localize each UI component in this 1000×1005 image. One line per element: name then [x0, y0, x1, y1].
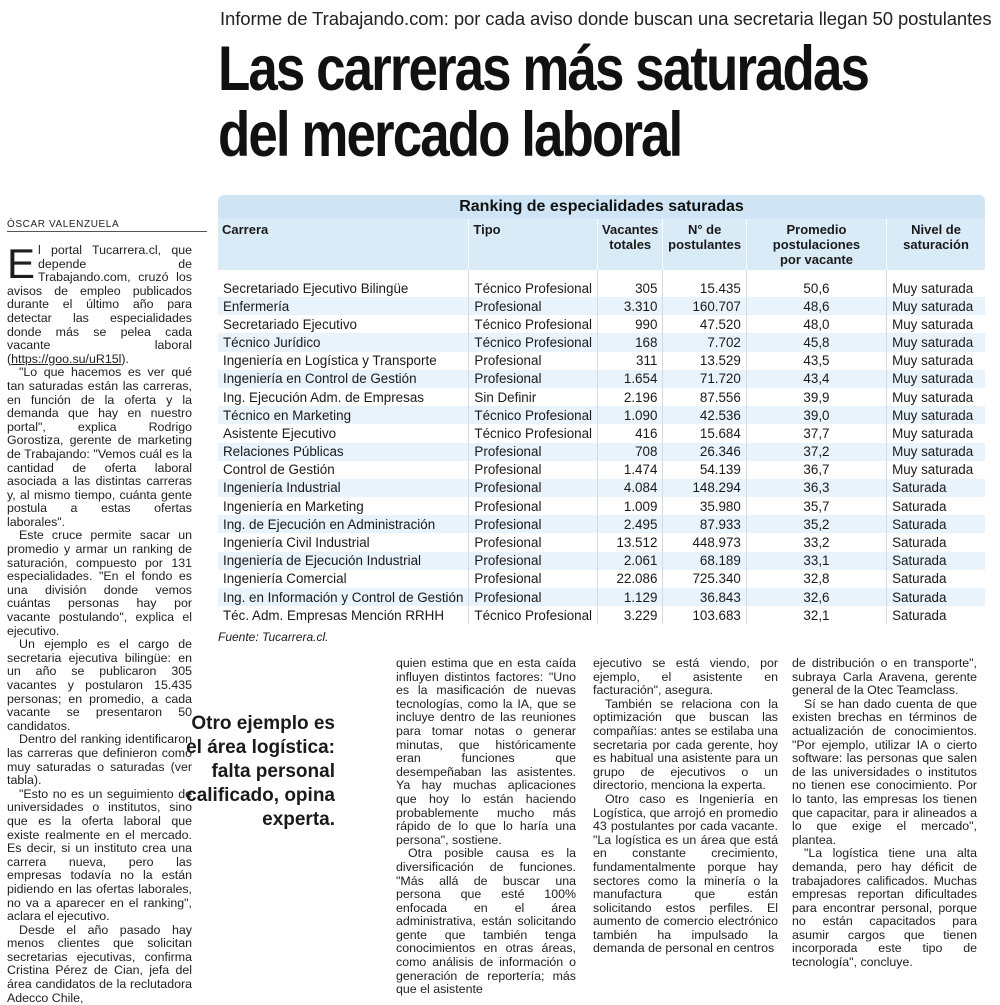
cell-carrera: Ingeniería de Ejecución Industrial	[218, 552, 469, 570]
cell-tipo: Profesional	[469, 461, 598, 479]
cell-promedio: 37,2	[746, 443, 886, 461]
cell-promedio: 35,7	[746, 497, 886, 515]
cell-postulantes: 725.340	[663, 570, 746, 588]
cell-vacantes: 708	[598, 443, 663, 461]
cell-postulantes: 15.684	[663, 424, 746, 442]
cell-carrera: Secretariado Ejecutivo	[223, 316, 357, 332]
table-row	[218, 497, 985, 515]
cell-tipo: Técnico Profesional	[469, 606, 598, 624]
cell-tipo: Profesional	[469, 533, 598, 551]
header-line: Promedio postulaciones	[772, 222, 861, 252]
cell-carrera: Ingeniería en Control de Gestión	[218, 370, 469, 388]
cell-carrera: Téc. Adm. Empresas Mención RRHH	[223, 607, 445, 623]
cell-vacantes: 2.061	[598, 552, 663, 570]
paragraph: "Esto no es un seguimiento de universidades o institutos, sino que es la oferta laboral que existe realmente en el mercado. Es decir, si un instituto crea una carrera nueva, pero las empresas todavía no la están pidiendo en las ofertas laborales, no va a aparecer en el ranking", aclara el ejecutivo.	[7, 786, 192, 924]
source-link[interactable]: https://goo.su/uR15l	[11, 351, 122, 366]
article-column-4	[792, 657, 977, 970]
cell-postulantes: 160.707	[663, 297, 746, 315]
cell-postulantes: 54.139	[663, 461, 746, 479]
cell-nivel: Saturada	[887, 588, 985, 606]
table-source: Fuente: Tucarrera.cl.	[218, 630, 329, 645]
cell-tipo: Profesional	[469, 443, 598, 461]
paragraph: "La logística tiene una alta demanda, pero hay déficit de trabajadores calificados. Muchas empresas reportan dificultades para encontrar personal, porque no están capacitados para asumir cargos que tienen incorporada este tipo de tecnología", concluye.	[792, 846, 977, 970]
cell-carrera: Ingeniería Civil Industrial	[223, 535, 370, 551]
cell-carrera: Enfermería	[218, 297, 469, 315]
cell-carrera: Ing. de Ejecución en Administración	[218, 515, 469, 533]
cell-postulantes: 68.189	[663, 552, 746, 570]
paragraph: Otra posible causa es la diversificación de funciones. "Más allá de buscar una persona que esté 100% enfocada en el área administrativa, están solicitando gente que también tenga conocimientos en otras áreas, como análisis de información o generación de reportería; más que el asistente	[396, 846, 576, 997]
cell-nivel: Saturada	[887, 479, 985, 497]
cell-tipo: Técnico Profesional	[469, 315, 598, 333]
cell-nivel: Muy saturada	[887, 370, 985, 388]
headline-line-2: del mercado laboral	[218, 100, 682, 170]
cell-promedio: 39,9	[746, 388, 886, 406]
table-row	[218, 588, 985, 606]
cell-nivel: Muy saturada	[887, 352, 985, 370]
cell-carrera: Relaciones Públicas	[218, 443, 469, 461]
cell-promedio: 32,1	[746, 606, 886, 624]
paragraph: quien estima que en esta caída influyen distintos factores: "Uno es la masificación de nuevas tecnologías, como la IA, que se incluye dentro de las reuniones para tomar notas o generar minutas, que históricamente eran funciones que desempeñaban las asistentes. Ya hay muchas aplicaciones que hoy lo están haciendo probablemente mucho más rápido de lo que lo haría una persona", sostiene.	[396, 656, 576, 847]
table-row	[218, 270, 985, 297]
cell-vacantes: 305	[598, 270, 663, 297]
cell-postulantes: 42.536	[663, 406, 746, 424]
header-line: saturación	[903, 237, 969, 252]
cell-carrera: Ing. Ejecución Adm. de Empresas	[223, 389, 424, 405]
paragraph: Este cruce permite sacar un promedio y armar un ranking de saturación, compuesto por 131 especialidades. "En el fondo es una división donde vemos cuántas personas hay por vacante postulando", explica el ejecutivo.	[7, 528, 192, 638]
paragraph-text: l portal Tucarrera.cl, que depende de Trabajando.com, cruzó los avisos de empleo publicados durante el último año para detectar las especialidades donde más se pelea cada vacante laboral (	[7, 243, 192, 366]
paragraph: Dentro del ranking identificaron las carreras que definieron como muy saturadas o saturadas (ver tabla).	[7, 732, 192, 788]
table-row	[218, 515, 985, 533]
cell-postulantes: 103.683	[663, 606, 746, 624]
cell-carrera: Asistente Ejecutivo	[223, 425, 337, 441]
headline-line-1: Las carreras más saturadas	[218, 34, 868, 104]
table-header-row	[218, 219, 985, 270]
cell-tipo: Profesional	[469, 588, 598, 606]
cell-postulantes: 13.529	[663, 352, 746, 370]
cell-tipo: Técnico Profesional	[469, 270, 598, 297]
cell-carrera: Ingeniería en Marketing	[223, 498, 364, 514]
cell-vacantes: 3.229	[598, 606, 663, 624]
cell-vacantes: 3.310	[598, 297, 663, 315]
header-line: Nivel de	[911, 222, 961, 237]
cell-tipo: Técnico Profesional	[469, 406, 598, 424]
cell-postulantes: 87.556	[663, 388, 746, 406]
cell-vacantes: 13.512	[598, 533, 663, 551]
cell-nivel: Saturada	[887, 606, 985, 624]
header-promedio	[746, 219, 886, 270]
pull-quote: Otro ejemplo es el área logística: falta personal calificado, opina experta.	[186, 713, 335, 830]
cell-nivel: Saturada	[887, 552, 985, 570]
paragraph: Desde el año pasado hay menos clientes que solicitan secretarias ejecutivas, confirma Cristina Pérez de Cian, jefa del área candidatos de la reclutadora Adecco Chile,	[7, 922, 192, 1005]
ranking-table	[218, 219, 985, 624]
cell-carrera: Ing. en Información y Control de Gestión	[218, 588, 469, 606]
cell-postulantes: 15.435	[663, 270, 746, 297]
cell-carrera: Ingeniería Industrial	[218, 479, 469, 497]
cell-nivel: Muy saturada	[887, 297, 985, 315]
cell-carrera: Ingeniería Comercial	[223, 571, 347, 587]
cell-nivel: Saturada	[887, 497, 985, 515]
cell-postulantes: 87.933	[663, 515, 746, 533]
paragraph: Sí se han dado cuenta de que existen brechas en términos de actualización de conocimientos. "Por ejemplo, utilizar IA o cierto software: las personas que salen de las universidades o institutos no tienen ese conocimiento. Por lo tanto, las empresas los tienen que capacitar, para ir alineados a lo que exige el mercado", plantea.	[792, 696, 977, 847]
cell-vacantes: 416	[598, 424, 663, 442]
cell-postulantes: 448.973	[663, 533, 746, 551]
cell-vacantes: 1.129	[598, 588, 663, 606]
header-line: totales	[609, 237, 652, 252]
cell-postulantes: 35.980	[663, 497, 746, 515]
header-line: por vacante	[779, 252, 853, 267]
cell-nivel: Muy saturada	[887, 443, 985, 461]
cell-promedio: 32,6	[746, 588, 886, 606]
cell-carrera: Control de Gestión	[223, 462, 335, 478]
table-title: Ranking de especialidades saturadas	[218, 195, 985, 219]
cell-tipo: Sin Definir	[469, 388, 598, 406]
cell-nivel: Muy saturada	[887, 424, 985, 442]
header-vacantes	[598, 219, 663, 270]
table-row	[218, 297, 985, 315]
article-column-2	[396, 657, 576, 997]
cell-nivel: Saturada	[887, 533, 985, 551]
cell-promedio: 43,4	[746, 370, 886, 388]
cell-postulantes: 36.843	[663, 588, 746, 606]
header-line: postulantes	[668, 237, 742, 252]
table-row	[218, 406, 985, 424]
cell-vacantes: 1.009	[598, 497, 663, 515]
cell-postulantes: 7.702	[663, 333, 746, 351]
paragraph	[7, 240, 192, 366]
cell-promedio: 33,2	[746, 533, 886, 551]
header-nivel	[887, 219, 985, 270]
cell-nivel: Muy saturada	[887, 388, 985, 406]
article-column-3	[593, 657, 778, 956]
table-row	[218, 570, 985, 588]
cell-promedio: 50,6	[746, 270, 886, 297]
cell-promedio: 37,7	[746, 424, 886, 442]
cell-postulantes: 26.346	[663, 443, 746, 461]
header-carrera: Carrera	[218, 219, 469, 270]
cell-carrera: Técnico en Marketing	[218, 406, 469, 424]
cell-tipo: Profesional	[469, 297, 598, 315]
paragraph: Otro caso es Ingeniería en Logística, que arrojó en promedio 43 postulantes por cada vacante. "La logística es un área que está en constante crecimiento, fundamentalmente porque hay sectores como la minería o la manufactura que están solicitando estos perfiles. El aumento de comercio electrónico también ha impulsado la demanda de personal en centros	[593, 791, 778, 956]
cell-nivel: Muy saturada	[887, 406, 985, 424]
cell-promedio: 48,0	[746, 315, 886, 333]
header-line: N° de	[687, 222, 722, 237]
table-row	[218, 388, 985, 406]
cell-vacantes: 990	[598, 315, 663, 333]
article-column-1	[7, 240, 192, 1005]
table-row	[218, 606, 985, 624]
cell-tipo: Técnico Profesional	[469, 424, 598, 442]
article-headline	[218, 36, 873, 168]
cell-promedio: 33,1	[746, 552, 886, 570]
cell-nivel: Muy saturada	[887, 333, 985, 351]
cell-postulantes: 47.520	[663, 315, 746, 333]
paragraph-text: ).	[121, 351, 129, 366]
table-body	[218, 270, 985, 624]
table-row	[218, 443, 985, 461]
table-row	[218, 479, 985, 497]
cell-promedio: 45,8	[746, 333, 886, 351]
paragraph: Un ejemplo es el cargo de secretaria ejecutiva bilingüe: en un año se publicaron 305 vacantes y postularon 15.435 personas; en promedio, a cada vacante se presentaron 50 candidatos.	[7, 637, 192, 733]
table-row	[218, 552, 985, 570]
paragraph: "Lo que hacemos es ver qué tan saturadas están las carreras, en función de la oferta y la demanda que hay en nuestro portal", explica Rodrigo Gorostiza, gerente de marketing de Trabajando: "Vemos cuál es la cantidad de oferta laboral asociada a las distintas carreras y, al mismo tiempo, cuánta gente postula a estas ofertas laborales".	[7, 365, 192, 529]
table-row	[218, 352, 985, 370]
header-postulantes	[663, 219, 746, 270]
cell-promedio: 39,0	[746, 406, 886, 424]
cell-tipo: Profesional	[469, 479, 598, 497]
cell-vacantes: 168	[598, 333, 663, 351]
cell-vacantes: 1.474	[598, 461, 663, 479]
drop-cap: E	[7, 240, 36, 287]
table-row	[218, 315, 985, 333]
table-row	[218, 424, 985, 442]
cell-promedio: 43,5	[746, 352, 886, 370]
cell-carrera: Secretariado Ejecutivo Bilingüe	[223, 281, 409, 296]
cell-tipo: Profesional	[469, 515, 598, 533]
cell-vacantes: 1.090	[598, 406, 663, 424]
article-kicker: Informe de Trabajando.com: por cada aviso donde buscan una secretaria llegan 50 postulantes	[220, 8, 992, 29]
table-row	[218, 333, 985, 351]
cell-nivel: Muy saturada	[887, 315, 985, 333]
cell-carrera: Ingeniería en Logística y Transporte	[223, 353, 437, 369]
cell-nivel: Muy saturada	[887, 461, 985, 479]
cell-tipo: Profesional	[469, 370, 598, 388]
paragraph: También se relaciona con la optimización que buscan las compañías: antes se estilaba una secretaria por cada gerente, hoy es habitual una asistente para un grupo de ejecutivos o un directorio, menciona la experta.	[593, 696, 778, 793]
cell-tipo: Profesional	[469, 497, 598, 515]
ranking-table-container	[218, 195, 985, 644]
header-line: Vacantes	[602, 222, 659, 237]
cell-postulantes: 71.720	[663, 370, 746, 388]
cell-tipo: Técnico Profesional	[469, 333, 598, 351]
cell-promedio: 35,2	[746, 515, 886, 533]
cell-vacantes: 2.196	[598, 388, 663, 406]
cell-promedio: 36,7	[746, 461, 886, 479]
cell-nivel: Saturada	[887, 515, 985, 533]
cell-tipo: Profesional	[469, 570, 598, 588]
cell-nivel: Muy saturada	[887, 270, 985, 297]
cell-nivel: Saturada	[887, 570, 985, 588]
table-row	[218, 533, 985, 551]
cell-promedio: 36,3	[746, 479, 886, 497]
byline: ÓSCAR VALENZUELA	[7, 219, 207, 232]
cell-tipo: Profesional	[469, 352, 598, 370]
cell-vacantes: 2.495	[598, 515, 663, 533]
cell-vacantes: 311	[598, 352, 663, 370]
table-row	[218, 461, 985, 479]
cell-vacantes: 1.654	[598, 370, 663, 388]
cell-carrera: Técnico Jurídico	[218, 333, 469, 351]
cell-promedio: 32,8	[746, 570, 886, 588]
table-row	[218, 370, 985, 388]
cell-tipo: Profesional	[469, 552, 598, 570]
cell-vacantes: 4.084	[598, 479, 663, 497]
cell-postulantes: 148.294	[663, 479, 746, 497]
cell-promedio: 48,6	[746, 297, 886, 315]
paragraph: de distribución o en transporte", subraya Carla Aravena, gerente general de la Otec Teamclass.	[792, 656, 977, 698]
paragraph: ejecutivo se está viendo, por ejemplo, el asistente en facturación", asegura.	[593, 656, 778, 698]
cell-vacantes: 22.086	[598, 570, 663, 588]
header-tipo: Tipo	[469, 219, 598, 270]
